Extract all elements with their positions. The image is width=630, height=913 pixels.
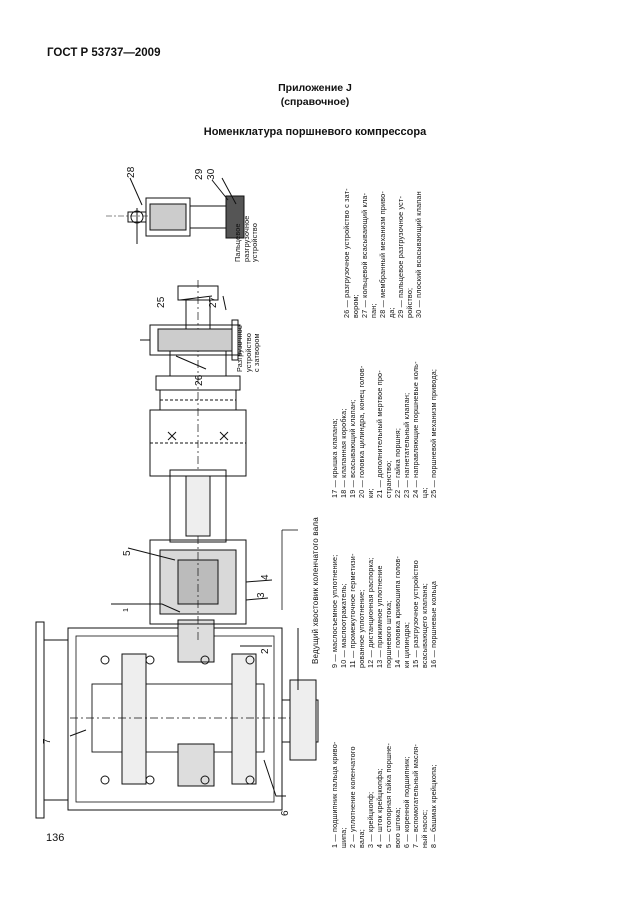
callout-25: 25 (156, 296, 167, 308)
page-number: 136 (46, 832, 65, 844)
legend-column-4 (342, 158, 423, 318)
legend-item: 23 — нагнетательный клапан; (402, 392, 411, 498)
legend-item: 3 — крейцкопф; (366, 791, 375, 848)
callout-28: 28 (126, 166, 137, 178)
leader-28 (130, 178, 142, 205)
leader-6 (264, 760, 286, 796)
legend-item: 5 — стопорная гайка поршне- (384, 743, 393, 848)
legend-item: 26 — разгрузочное устройство с зат- (342, 188, 351, 318)
legend-item: 6 — коренной подшипник; (402, 756, 411, 848)
legend-item: ройство; (405, 287, 414, 318)
legend-item: 25 — поршневой механизм привода; (429, 368, 438, 498)
callout-29: 29 (194, 168, 205, 180)
legend-item: 11 — промежуточное герметизи- (348, 553, 357, 668)
legend-item: всасывающего клапана; (420, 583, 429, 668)
legend-item: вого штока; (393, 807, 402, 848)
legend-item: 27 — кольцевой всасывающий кла- (360, 192, 369, 318)
callout-2: 2 (260, 648, 271, 654)
legend-item: ный насос; (420, 809, 429, 848)
shaft-label: Ведущий хвостовик коленчатого вала (311, 517, 320, 664)
legend-item: 13 — прижимное уплотнение (375, 565, 384, 668)
legend-item: вором; (351, 294, 360, 318)
legend-item: рованное уплотнение; (357, 589, 366, 668)
legend-item: пан; (369, 303, 378, 318)
leader-4 (246, 580, 272, 582)
callout-27: 27 (208, 296, 219, 308)
legend-item: 9 — маслосъемное уплотнение; (330, 554, 339, 668)
callout-7: 7 (42, 738, 53, 744)
legend-item: вала; (357, 829, 366, 848)
leader-3 (246, 598, 268, 600)
callout-26: 26 (194, 374, 205, 386)
leader-27 (223, 296, 226, 310)
legend-item: 2 — уплотнение коленчатого (348, 746, 357, 848)
legend-item: 18 — клапанная коробка; (339, 408, 348, 498)
unloader-gate-label: Разгрузочное устройство с затвором (235, 324, 262, 372)
appendix-title: Приложение J (278, 82, 352, 94)
legend-item: 8 — башмак крейцкопа; (429, 764, 438, 848)
legend-item: 29 — пальцевое разгрузочное уст- (396, 195, 405, 318)
legend-item: 19 — всасывающий клапан; (348, 399, 357, 498)
unloader-finger-label: Пальцевое разгрузочное устройство (233, 215, 260, 262)
leader-7 (70, 730, 86, 736)
legend-column-3 (330, 338, 438, 498)
legend-item: 10 — маслоотражатель; (339, 583, 348, 668)
legend-item: да; (387, 307, 396, 318)
legend-column-2 (330, 508, 438, 668)
legend-item: ки цилиндра; (402, 621, 411, 668)
legend-item: поршневого штока; (384, 600, 393, 668)
callout-5: 5 (122, 550, 133, 556)
legend-item: ца; (420, 487, 429, 498)
document-header: ГОСТ Р 53737—2009 (47, 47, 161, 59)
leader-26 (176, 356, 206, 369)
legend-item: ки; (366, 488, 375, 498)
legend-item: 24 — направляющие поршневые коль- (411, 361, 420, 498)
callout-1: 1 (121, 607, 130, 612)
legend-item: 14 — головка кривошипа голов- (393, 555, 402, 668)
callout-4: 4 (260, 574, 271, 580)
legend-item: 28 — мембранный механизм приво- (378, 191, 387, 318)
legend-item: 1 — подшипник пальца криво- (330, 741, 339, 848)
legend-item: шипа; (339, 827, 348, 848)
legend-item: 15 — разгрузочное устройство (411, 560, 420, 668)
callout-30: 30 (206, 168, 217, 180)
legend-item: 21 — дополнительный мертвое про- (375, 370, 384, 498)
legend-item: 30 — плоский всасывающий клапан (414, 191, 423, 318)
legend-column-1 (330, 688, 438, 848)
callout-3: 3 (256, 592, 267, 598)
end-rail (36, 622, 44, 818)
leader-29 (212, 180, 228, 200)
appendix-subtitle: (справочное) (280, 96, 350, 108)
legend-item: 12 — дистанционная распорка; (366, 557, 375, 668)
legend-item: 4 — шток крейцкопфа; (375, 768, 384, 848)
legend-item: 17 — крышка клапана; (330, 418, 339, 498)
callout-6: 6 (280, 810, 291, 816)
figure-title: Номенклатура поршневого компрессора (203, 126, 427, 138)
legend-item: 20 — головка цилиндра, конец голов- (357, 365, 366, 498)
legend-item: странство; (384, 460, 393, 498)
legend-item: 16 — поршневые кольца (429, 580, 438, 668)
legend-item: 22 — гайка поршня; (393, 427, 402, 498)
legend-item: 7 — вспомогательный масля- (411, 744, 420, 848)
